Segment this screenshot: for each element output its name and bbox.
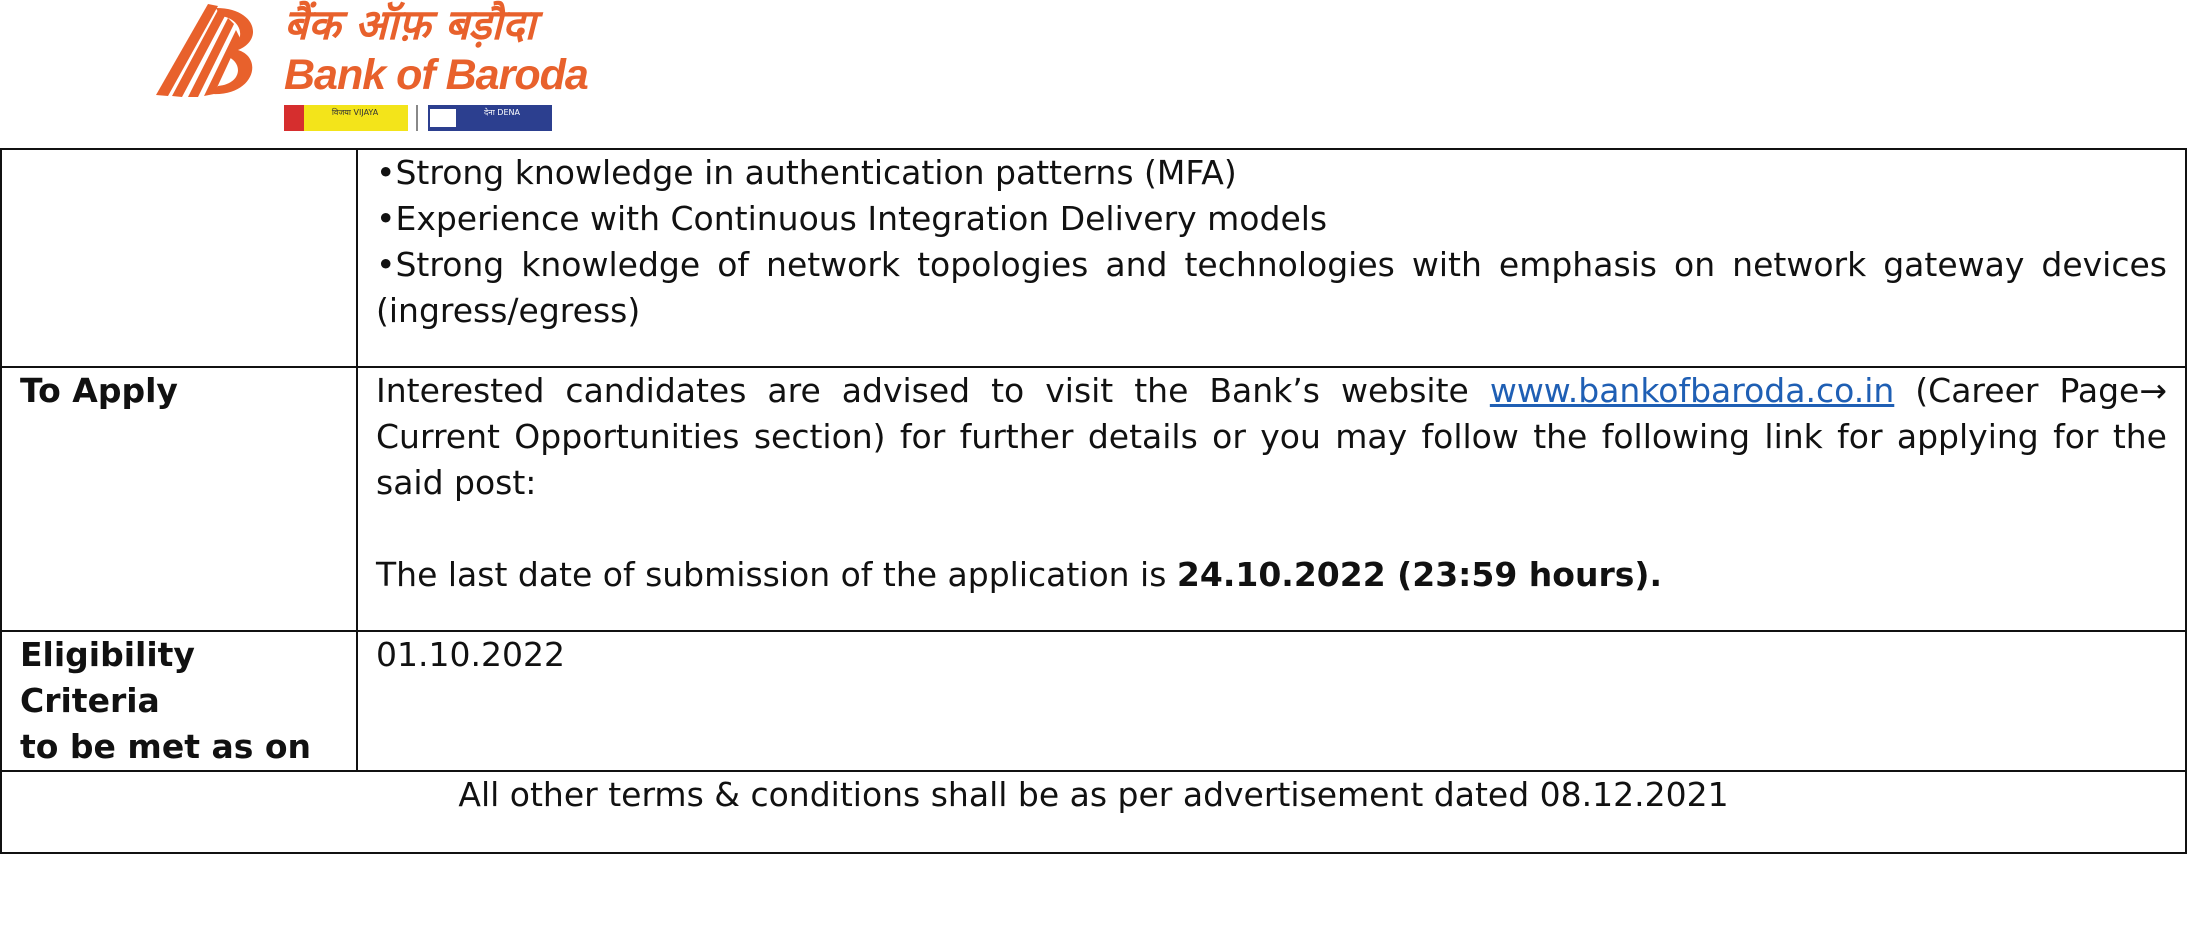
- to-apply-row: [1, 367, 2186, 631]
- dena-badge-text: देना DENA: [484, 108, 520, 117]
- last-date-line: [376, 552, 2167, 598]
- skills-cell: [357, 149, 2186, 367]
- logo-divider: [416, 105, 418, 131]
- logo-english-text: Bank of Baroda: [284, 51, 588, 99]
- skills-label-cell: [1, 149, 357, 367]
- last-date-value: 24.10.2022 (23:59 hours).: [1176, 555, 1662, 594]
- bank-logo: [146, 0, 588, 134]
- vijaya-mark-icon: [284, 105, 304, 131]
- to-apply-label: To Apply: [1, 367, 357, 631]
- footer-row: [1, 771, 2186, 853]
- paragraph-gap: [376, 506, 2167, 552]
- notice-table: [0, 148, 2187, 854]
- apply-instructions: [376, 368, 2167, 506]
- eligibility-row: [1, 631, 2186, 771]
- footer-note: All other terms & conditions shall be as per advertisement dated 08.12.2021: [1, 771, 2186, 853]
- apply-text-before: Interested candidates are advised to visit the Bank’s website: [376, 371, 1490, 410]
- vijaya-badge-text: विजया VIJAYA: [331, 108, 379, 117]
- eligibility-date: 01.10.2022: [357, 631, 2186, 771]
- eligibility-label-line1: Eligibility Criteria: [20, 635, 195, 720]
- logo-hindi-text: बैंक ऑफ़ बड़ौदा: [284, 0, 536, 49]
- skills-row: [1, 149, 2186, 367]
- eligibility-label-line2: to be met as on: [20, 727, 312, 766]
- skill-bullet-2: • Experience with Continuous Integration Delivery models: [376, 196, 2167, 242]
- eligibility-label: [1, 631, 357, 771]
- to-apply-cell: [357, 367, 2186, 631]
- skill-bullet-3: • Strong knowledge of network topologies and technologies with emphasis on network gateway devices (ingress/egress): [376, 242, 2167, 334]
- last-date-prefix: The last date of submission of the application is: [376, 555, 1177, 594]
- dena-badge: [428, 105, 552, 131]
- dena-mark-icon: [430, 109, 456, 127]
- bank-website-link[interactable]: www.bankofbaroda.co.in: [1489, 371, 1895, 410]
- bank-of-baroda-sun-icon: [146, 0, 266, 100]
- skill-bullet-1: • Strong knowledge in authentication patterns (MFA): [376, 150, 2167, 196]
- vijaya-badge: [284, 105, 408, 131]
- apply-text-after: (Career Page→ Current Opportunities section) for further details or you may follow the following link for applying for the said post:: [376, 371, 2167, 502]
